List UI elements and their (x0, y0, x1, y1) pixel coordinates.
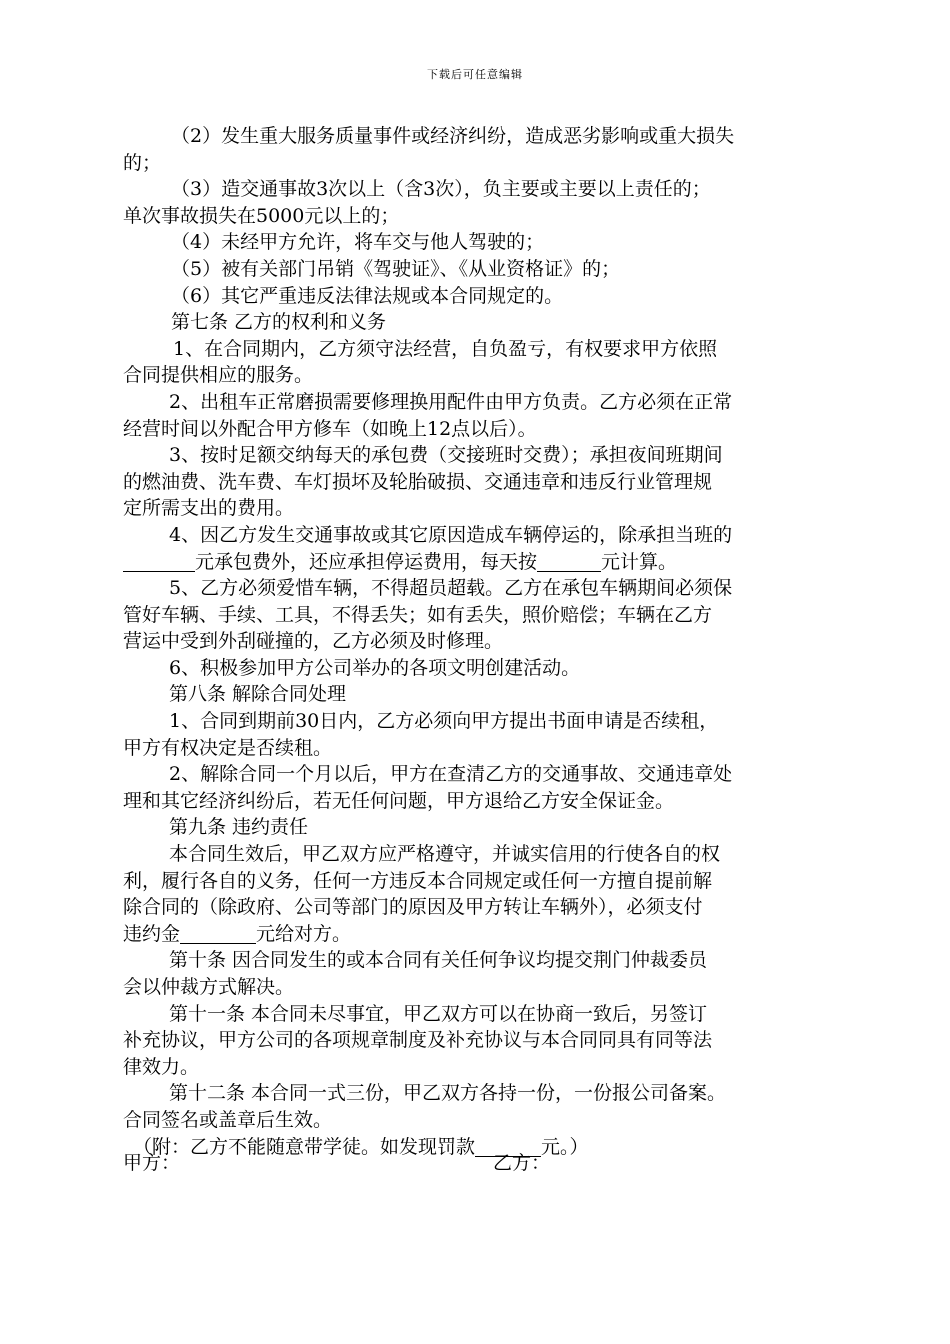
clause-line: 5、乙方必须爱惜车辆，不得超员超载。乙方在承包车辆期间必须保 (169, 577, 733, 600)
clause-line: 利，履行各自的义务，任何一方违反本合同规定或任何一方擅自提前解 (123, 869, 713, 892)
clause-line-with-blank: 违约金 元给对方。 (123, 922, 352, 945)
clause-line: 经营时间以外配合甲方修车（如晚上12点以后）。 (123, 417, 537, 440)
clause-line: 的； (123, 151, 162, 174)
blank-underline (180, 923, 256, 944)
clause-line: 律效力。 (123, 1055, 200, 1078)
clause-line: （3）造交通事故3次以上（含3次），负主要或主要以上责任的； (171, 178, 711, 201)
clause-line: 6、积极参加甲方公司举办的各项文明创建活动。 (169, 656, 581, 679)
article-heading: 第十条 因合同发生的或本合同有关任何争议均提交荆门仲裁委员 (169, 949, 708, 972)
clause-line: （4）未经甲方允许，将车交与他人驾驶的； (171, 231, 545, 254)
contract-body (123, 123, 833, 1160)
clause-line: 4、因乙方发生交通事故或其它原因造成车辆停运的，除承担当班的 (169, 523, 733, 546)
clause-line: 合同提供相应的服务。 (123, 364, 314, 387)
clause-line: 管好车辆、手续、工具，不得丢失；如有丢失，照价赔偿；车辆在乙方 (123, 603, 713, 626)
article-heading: 第十一条 本合同未尽事宜，甲乙双方可以在协商一致后，另签订 (169, 1002, 708, 1025)
article-heading: 第九条 违约责任 (169, 816, 309, 839)
page-header-note: 下载后可任意编辑 (427, 68, 523, 81)
clause-line-with-blanks: 元承包费外，还应承担停运费用，每天按 元计算。 (123, 549, 833, 576)
clause-line: （2）发生重大服务质量事件或经济纠纷，造成恶劣影响或重大损失 (171, 125, 735, 147)
clause-line: 1、合同到期前30日内，乙方必须向甲方提出书面申请是否续租， (169, 710, 719, 733)
clause-line: （5）被有关部门吊销《驾驶证》、《从业资格证》的； (171, 257, 621, 280)
appendix-note: （附：乙方不能随意带学徒。如发现罚款 元。） (133, 1135, 589, 1158)
clause-line: 会以仲裁方式解决。 (123, 976, 295, 998)
article-heading: 第七条 乙方的权利和义务 (171, 311, 387, 334)
clause-line: 合同签名或盖章后生效。 (123, 1108, 333, 1131)
clause-line: 营运中受到外刮碰撞的，乙方必须及时修理。 (123, 630, 504, 653)
clause-line: （6）其它严重违反法律法规或本合同规定的。 (171, 284, 564, 307)
clause-line: 甲方有权决定是否续租。 (123, 736, 333, 759)
party-b-signature-label: 乙方： (493, 1152, 551, 1174)
article-heading: 第十二条 本合同一式三份，甲乙双方各持一份，一份报公司备案。 (169, 1082, 727, 1105)
party-a-signature-label: 甲方： (123, 1152, 181, 1174)
blank-underline (537, 551, 601, 572)
blank-underline (123, 551, 195, 572)
clause-line: 单次事故损失在5000元以上的； (123, 204, 400, 227)
clause-line: 定所需支出的费用。 (123, 497, 295, 520)
clause-line: 1、在合同期内，乙方须守法经营，自负盈亏，有权要求甲方依照 (173, 337, 718, 360)
clause-line: 补充协议，甲方公司的各项规章制度及补充协议与本合同同具有同等法 (123, 1029, 713, 1052)
clause-line: 的燃油费、洗车费、车灯损坏及轮胎破损、交通违章和违反行业管理规 (123, 470, 713, 493)
clause-line: 本合同生效后，甲乙双方应严格遵守，并诚实信用的行使各自的权 (169, 843, 721, 866)
clause-line: 2、解除合同一个月以后，甲方在查清乙方的交通事故、交通违章处 (169, 763, 733, 786)
clause-line: 除合同的（除政府、公司等部门的原因及甲方转让车辆外），必须支付 (123, 896, 703, 919)
clause-line: 2、出租车正常磨损需要修理换用配件由甲方负责。乙方必须在正常 (169, 390, 733, 413)
clause-line: 3、按时足额交纳每天的承包费（交接班时交费）；承担夜间班期间 (169, 444, 723, 467)
article-heading: 第八条 解除合同处理 (169, 683, 347, 706)
clause-line: 理和其它经济纠纷后，若无任何问题，甲方退给乙方安全保证金。 (123, 789, 675, 812)
